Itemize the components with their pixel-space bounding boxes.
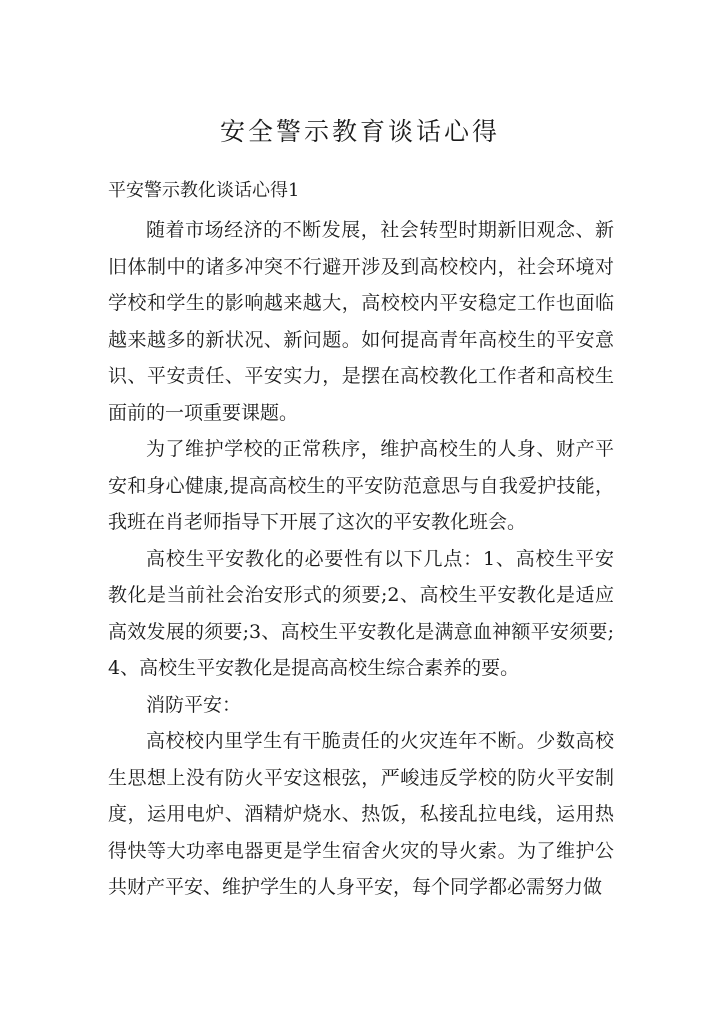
paragraph: 消防平安： (146, 693, 242, 716)
paragraph: 为了维护学校的正常秩序，维护高校生的人身、财产平安和身心健康,提高高校生的平安防范意思与自我爱护技能，我班在肖老师指导下开展了这次的平安教化班会。 (108, 438, 614, 533)
paragraph: 随着市场经济的不断发展，社会转型时期新旧观念、新旧体制中的诸多冲突不行避开涉及到高校校内，社会环境对学校和学生的影响越来越大，高校校内平安稳定工作也面临越来越多的新状况、新问题。如何提高青年高校生的平安意识、平安责任、平安实力，是摆在高校教化工作者和高校生面前的一项重要课题。 (108, 219, 614, 424)
document-subtitle: 平安警示教化谈话心得1 (108, 180, 300, 201)
paragraph: 高校校内里学生有干脆责任的火灾连年不断。少数高校生思想上没有防火平安这根弦，严峻违反学校的防火平安制度，运用电炉、酒精炉烧水、热饭，私接乱拉电线，运用热得快等大功率电器更是学生宿舍火灾的导火索。为了维护公共财产平安、维护学生的人身平安，每个同学都必需努力做 (108, 730, 614, 898)
document-body (108, 212, 614, 906)
document-title: 安全警示教育谈话心得 (219, 117, 500, 146)
paragraph: 高校生平安教化的必要性有以下几点：1、高校生平安教化是当前社会治安形式的须要;2、高校生平安教化是适应高效发展的须要;3、高校生平安教化是满意血神额平安须要;4、高校生平安教化是提高高校生综合素养的要。 (108, 547, 614, 679)
